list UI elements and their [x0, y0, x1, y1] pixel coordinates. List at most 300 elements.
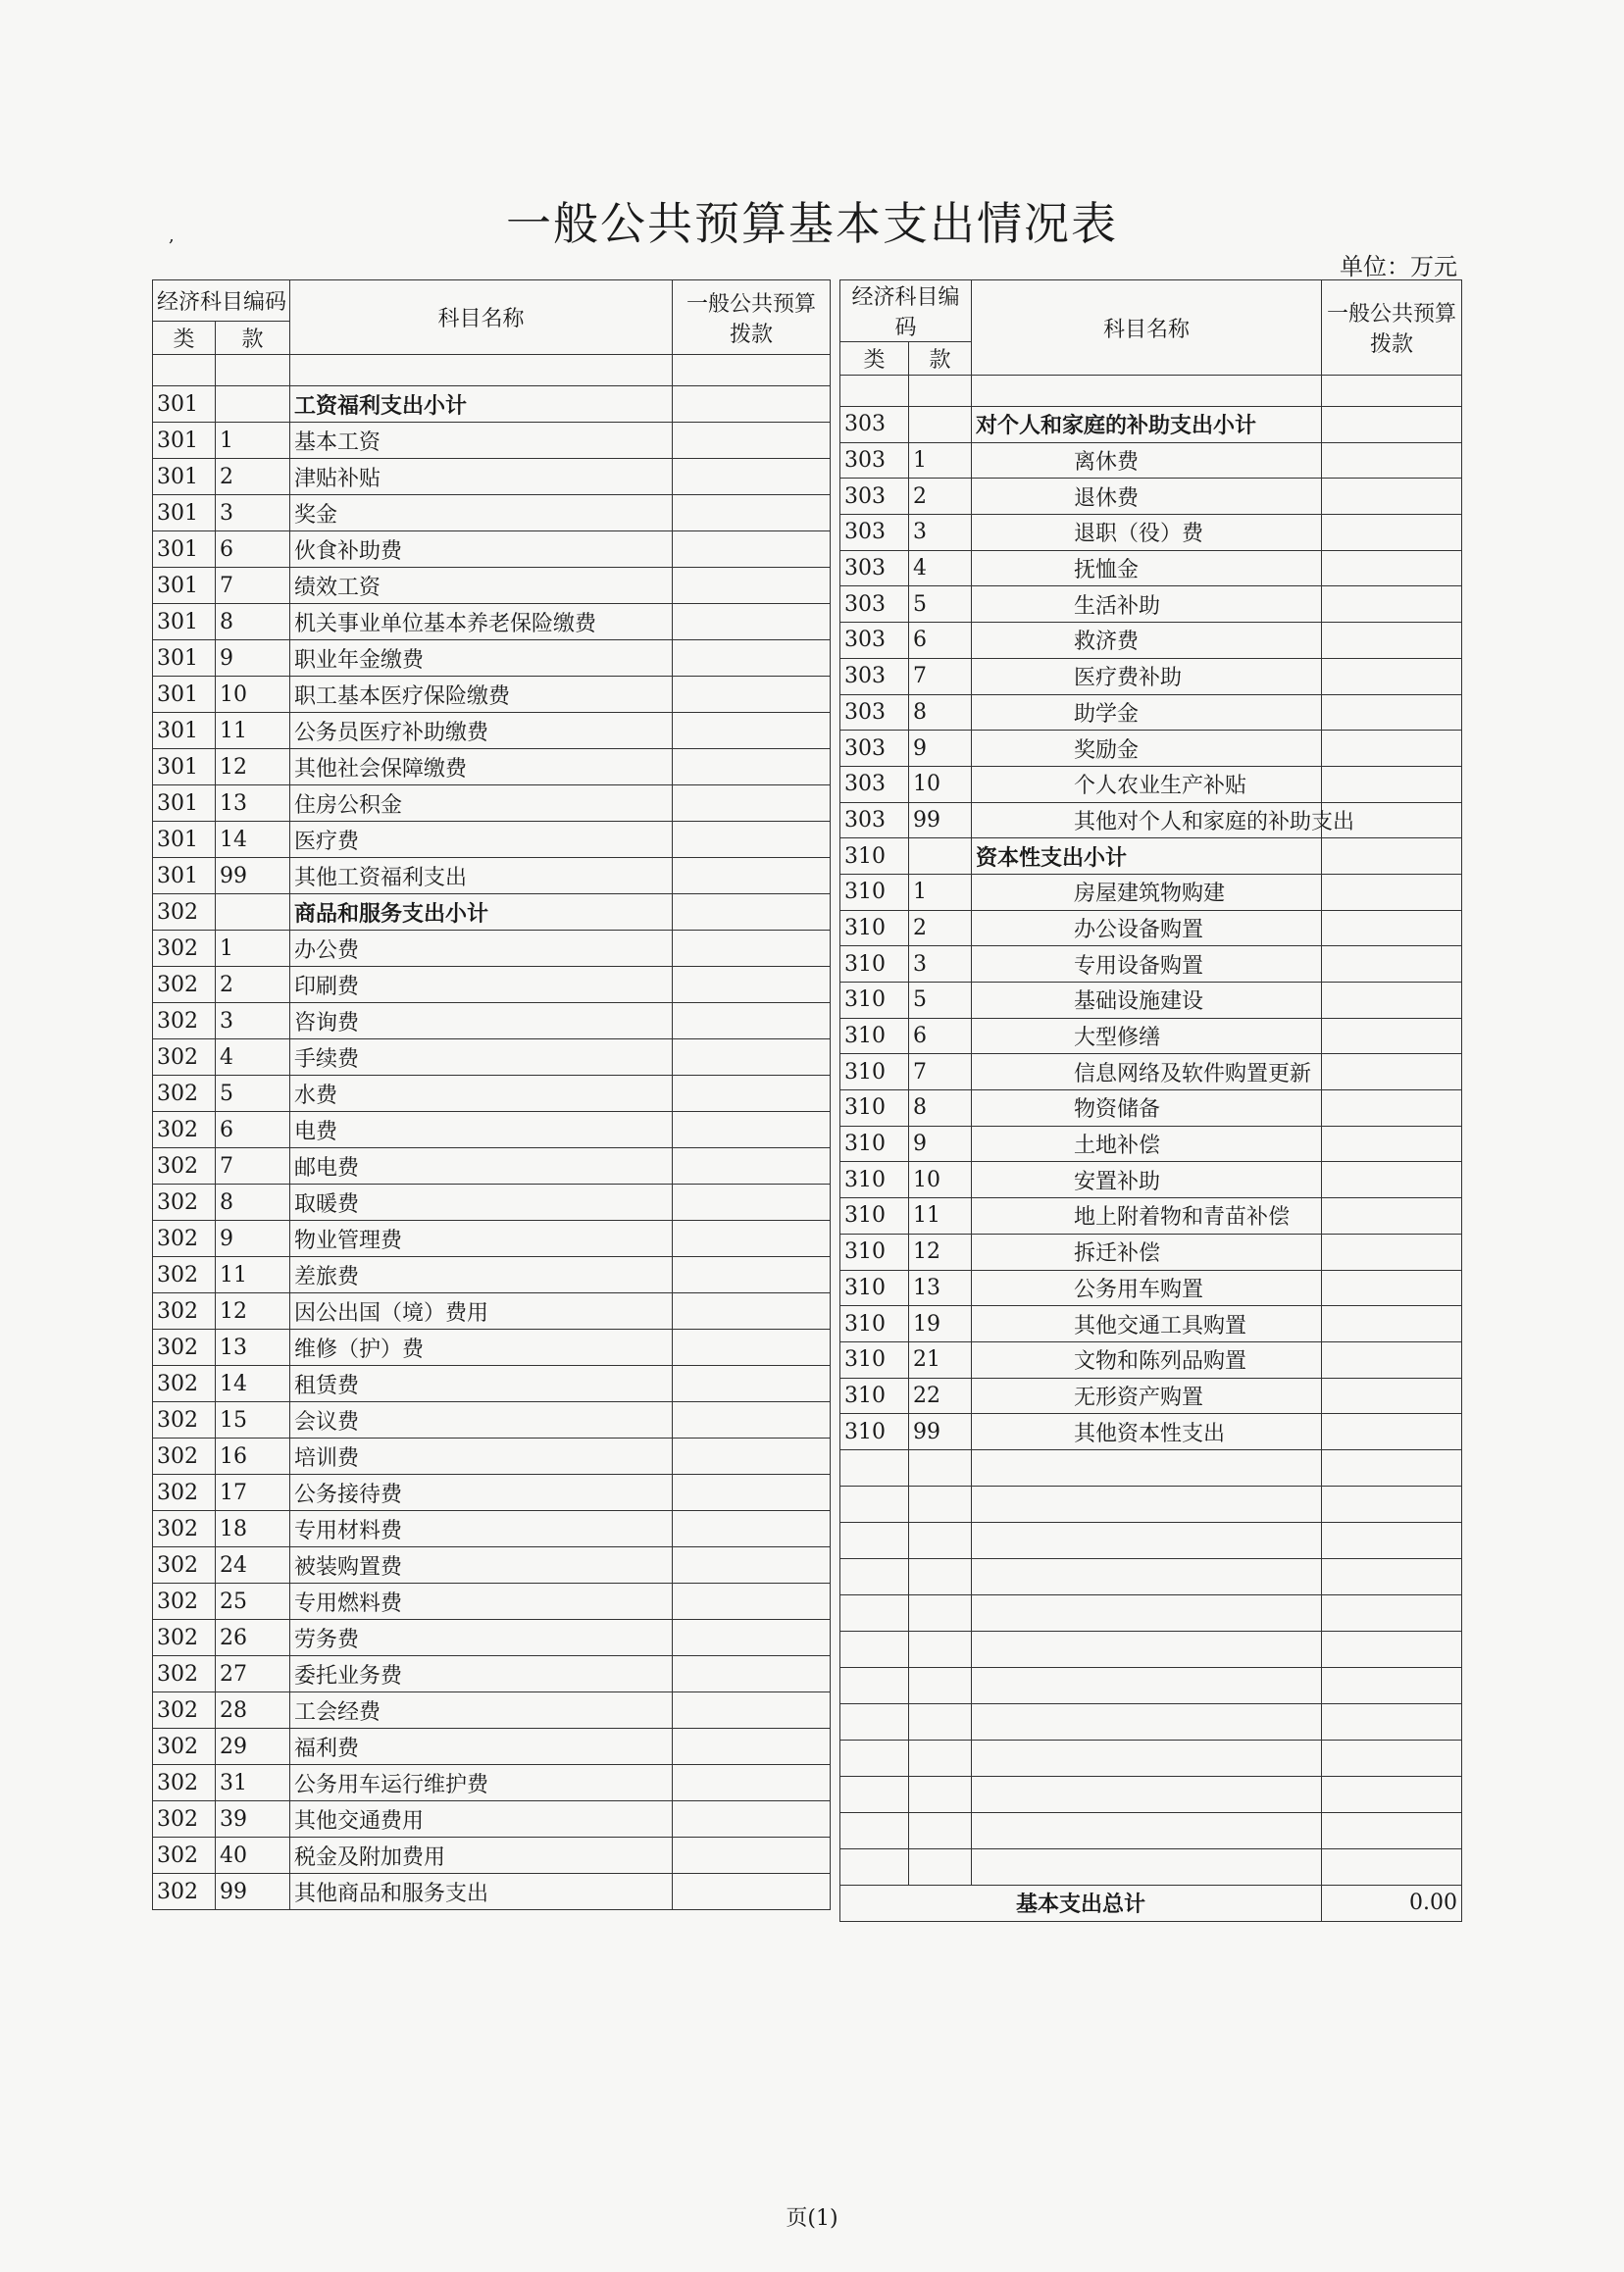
subject-name-cell: 医疗费 [290, 822, 673, 858]
empty-cell [840, 1776, 909, 1812]
item-code-cell: 9 [909, 731, 972, 767]
table-row [840, 479, 1462, 515]
amount-cell [673, 495, 831, 531]
amount-cell [1322, 1341, 1462, 1378]
empty-cell [909, 1558, 972, 1594]
amount-cell [1322, 479, 1462, 515]
amount-cell [673, 1293, 831, 1330]
table-row [153, 1874, 831, 1910]
amount-cell [1322, 550, 1462, 586]
amount-cell [673, 640, 831, 677]
amount-cell [1322, 1378, 1462, 1414]
empty-cell [840, 1558, 909, 1594]
empty-cell [909, 1848, 972, 1885]
subject-name-cell: 培训费 [290, 1439, 673, 1475]
subject-name-cell: 工资福利支出小计 [290, 386, 673, 423]
class-code-cell: 310 [840, 1270, 909, 1306]
class-code-cell: 303 [840, 766, 909, 802]
empty-cell [840, 1703, 909, 1740]
subject-name-cell: 专用材料费 [290, 1511, 673, 1547]
class-code-cell: 302 [153, 1511, 216, 1547]
subject-name-cell: 房屋建筑物购建 [972, 874, 1322, 910]
amount-cell [673, 1511, 831, 1547]
class-code-cell: 310 [840, 1234, 909, 1270]
amount-cell [1322, 910, 1462, 946]
subject-name-cell: 其他交通费用 [290, 1801, 673, 1838]
empty-cell [840, 1631, 909, 1667]
class-code-cell: 303 [840, 586, 909, 623]
item-code-cell: 3 [216, 495, 290, 531]
empty-cell [972, 1631, 1322, 1667]
table-row [153, 1620, 831, 1656]
class-code-cell: 302 [153, 967, 216, 1003]
subject-name-cell: 取暖费 [290, 1185, 673, 1221]
table-row [840, 1378, 1462, 1414]
class-code-cell: 310 [840, 910, 909, 946]
class-code-cell: 301 [153, 423, 216, 459]
subject-name-cell: 因公出国（境）费用 [290, 1293, 673, 1330]
subject-name-cell: 租赁费 [290, 1366, 673, 1402]
class-code-cell: 303 [840, 442, 909, 479]
subject-name-cell: 电费 [290, 1112, 673, 1148]
amount-cell [673, 785, 831, 822]
item-code-cell [216, 894, 290, 931]
item-code-cell: 2 [909, 910, 972, 946]
empty-cell [1322, 1848, 1462, 1885]
empty-cell [972, 1776, 1322, 1812]
class-code-cell: 301 [153, 640, 216, 677]
item-code-cell: 7 [216, 1148, 290, 1185]
amount-cell [673, 1148, 831, 1185]
table-row [840, 1054, 1462, 1090]
table-row [153, 1221, 831, 1257]
item-code-cell: 12 [216, 749, 290, 785]
table-row [153, 1366, 831, 1402]
empty-cell [909, 1812, 972, 1848]
item-code-cell: 6 [216, 1112, 290, 1148]
item-code-cell: 40 [216, 1838, 290, 1874]
subject-name-cell: 生活补助 [972, 586, 1322, 623]
table-row [153, 1765, 831, 1801]
item-code-cell: 7 [216, 568, 290, 604]
subject-name-cell: 机关事业单位基本养老保险缴费 [290, 604, 673, 640]
table-row [840, 802, 1462, 838]
amount-cell [673, 1620, 831, 1656]
class-code-cell: 302 [153, 1112, 216, 1148]
item-code-cell: 19 [909, 1306, 972, 1342]
empty-row [840, 1449, 1462, 1486]
subject-name-cell: 土地补偿 [972, 1126, 1322, 1162]
table-row [153, 1185, 831, 1221]
empty-cell [840, 1522, 909, 1558]
amount-cell [673, 1547, 831, 1584]
class-code-cell: 310 [840, 1090, 909, 1127]
table-row [840, 731, 1462, 767]
class-code-cell: 302 [153, 1293, 216, 1330]
table-row [153, 749, 831, 785]
table-row [153, 640, 831, 677]
amount-cell [673, 749, 831, 785]
empty-cell [972, 1522, 1322, 1558]
class-code-cell: 310 [840, 1018, 909, 1054]
class-code-cell: 302 [153, 1692, 216, 1729]
amount-cell [1322, 1090, 1462, 1127]
amount-cell [1322, 983, 1462, 1019]
class-code-cell: 303 [840, 550, 909, 586]
subject-name-cell: 助学金 [972, 694, 1322, 731]
item-code-cell: 25 [216, 1584, 290, 1620]
empty-cell [909, 1740, 972, 1776]
table-row [840, 983, 1462, 1019]
table-row [153, 423, 831, 459]
subject-name-cell: 住房公积金 [290, 785, 673, 822]
class-code-cell: 302 [153, 1584, 216, 1620]
subject-name-cell: 公务用车运行维护费 [290, 1765, 673, 1801]
empty-cell [1322, 1776, 1462, 1812]
table-row [840, 1341, 1462, 1378]
item-code-cell: 15 [216, 1402, 290, 1439]
empty-row [840, 1558, 1462, 1594]
empty-cell [972, 1812, 1322, 1848]
empty-cell [1322, 1812, 1462, 1848]
empty-cell [972, 1848, 1322, 1885]
item-code-cell: 8 [909, 694, 972, 731]
header-item: 款 [216, 322, 290, 355]
subject-name-cell: 手续费 [290, 1039, 673, 1076]
table-row [153, 604, 831, 640]
class-code-cell: 302 [153, 1221, 216, 1257]
class-code-cell: 302 [153, 1185, 216, 1221]
subject-name-cell: 邮电费 [290, 1148, 673, 1185]
table-row [153, 1692, 831, 1729]
item-code-cell: 3 [909, 946, 972, 983]
item-code-cell: 6 [909, 623, 972, 659]
amount-cell [1322, 838, 1462, 875]
class-code-cell: 310 [840, 838, 909, 875]
amount-cell [673, 604, 831, 640]
subject-name-cell: 公务接待费 [290, 1475, 673, 1511]
right-rows [840, 407, 1462, 1922]
empty-cell [1322, 1740, 1462, 1776]
class-code-cell: 302 [153, 1366, 216, 1402]
subject-name-cell: 福利费 [290, 1729, 673, 1765]
table-row [153, 495, 831, 531]
class-code-cell: 301 [153, 531, 216, 568]
item-code-cell: 2 [216, 459, 290, 495]
class-code-cell: 301 [153, 495, 216, 531]
subject-name-cell: 拆迁补偿 [972, 1234, 1322, 1270]
empty-cell [972, 1486, 1322, 1522]
table-row [153, 1003, 831, 1039]
class-code-cell: 303 [840, 479, 909, 515]
subject-name-cell: 奖励金 [972, 731, 1322, 767]
subject-name-cell: 医疗费补助 [972, 658, 1322, 694]
empty-cell [909, 1667, 972, 1703]
empty-row [840, 1631, 1462, 1667]
class-code-cell: 302 [153, 1801, 216, 1838]
amount-cell [673, 1874, 831, 1910]
subject-name-cell: 其他对个人和家庭的补助支出 [972, 802, 1322, 838]
table-row [840, 910, 1462, 946]
amount-cell [673, 1039, 831, 1076]
empty-cell [972, 1558, 1322, 1594]
table-row [153, 1729, 831, 1765]
item-code-cell: 99 [909, 1414, 972, 1450]
class-code-cell: 310 [840, 1162, 909, 1198]
expenditure-table-left [152, 279, 831, 1910]
item-code-cell: 12 [909, 1234, 972, 1270]
table-row [153, 1511, 831, 1547]
class-code-cell: 303 [840, 731, 909, 767]
amount-cell [673, 1330, 831, 1366]
amount-cell [1322, 623, 1462, 659]
item-code-cell: 13 [909, 1270, 972, 1306]
table-row [153, 894, 831, 931]
amount-cell [673, 1366, 831, 1402]
table-row [840, 515, 1462, 551]
amount-cell [673, 1656, 831, 1692]
empty-cell [972, 1703, 1322, 1740]
class-code-cell: 303 [840, 407, 909, 443]
amount-cell [1322, 1414, 1462, 1450]
subject-name-cell: 税金及附加费用 [290, 1838, 673, 1874]
empty-cell [840, 1449, 909, 1486]
item-code-cell: 26 [216, 1620, 290, 1656]
subject-name-cell: 专用燃料费 [290, 1584, 673, 1620]
amount-cell [673, 1765, 831, 1801]
class-code-cell: 301 [153, 822, 216, 858]
subject-name-cell: 办公设备购置 [972, 910, 1322, 946]
table-row [840, 1126, 1462, 1162]
amount-cell [1322, 946, 1462, 983]
empty-row [840, 1848, 1462, 1885]
empty-cell [909, 1776, 972, 1812]
amount-cell [1322, 874, 1462, 910]
empty-row [840, 1667, 1462, 1703]
amount-cell [673, 1003, 831, 1039]
empty-cell [972, 1449, 1322, 1486]
table-row [153, 1148, 831, 1185]
amount-cell [1322, 1234, 1462, 1270]
table-row [153, 858, 831, 894]
subject-name-cell: 公务用车购置 [972, 1270, 1322, 1306]
subject-name-cell: 其他商品和服务支出 [290, 1874, 673, 1910]
table-row [153, 1801, 831, 1838]
empty-row [840, 1522, 1462, 1558]
empty-cell [909, 1522, 972, 1558]
amount-cell [1322, 407, 1462, 443]
class-code-cell: 310 [840, 1306, 909, 1342]
amount-cell [673, 386, 831, 423]
item-code-cell [909, 838, 972, 875]
item-code-cell: 39 [216, 1801, 290, 1838]
amount-cell [1322, 1270, 1462, 1306]
amount-cell [673, 1221, 831, 1257]
header-code-group: 经济科目编码 [153, 280, 290, 322]
table-row [840, 1162, 1462, 1198]
table-row [153, 1076, 831, 1112]
empty-cell [1322, 1667, 1462, 1703]
subject-name-cell: 商品和服务支出小计 [290, 894, 673, 931]
grand-total-value: 0.00 [1322, 1885, 1462, 1921]
subject-name-cell: 个人农业生产补贴 [972, 766, 1322, 802]
class-code-cell: 310 [840, 874, 909, 910]
amount-cell [673, 677, 831, 713]
class-code-cell: 302 [153, 1148, 216, 1185]
empty-cell [909, 1631, 972, 1667]
subject-name-cell: 印刷费 [290, 967, 673, 1003]
subject-name-cell: 退休费 [972, 479, 1322, 515]
empty-row [840, 1740, 1462, 1776]
class-code-cell: 310 [840, 1198, 909, 1235]
amount-cell [1322, 1054, 1462, 1090]
item-code-cell: 13 [216, 1330, 290, 1366]
class-code-cell: 310 [840, 1378, 909, 1414]
table-row [153, 1257, 831, 1293]
empty-cell [840, 1594, 909, 1631]
empty-cell [1322, 1594, 1462, 1631]
empty-cell [1322, 1558, 1462, 1594]
amount-cell [1322, 442, 1462, 479]
empty-row [840, 1486, 1462, 1522]
item-code-cell: 24 [216, 1547, 290, 1584]
class-code-cell: 310 [840, 1414, 909, 1450]
table-row [153, 1656, 831, 1692]
item-code-cell: 9 [216, 640, 290, 677]
class-code-cell: 302 [153, 1257, 216, 1293]
class-code-cell: 303 [840, 658, 909, 694]
item-code-cell: 28 [216, 1692, 290, 1729]
empty-cell [972, 1740, 1322, 1776]
amount-cell [1322, 515, 1462, 551]
header-code-group-right: 经济科目编码 [840, 280, 972, 342]
class-code-cell: 303 [840, 515, 909, 551]
class-code-cell: 302 [153, 894, 216, 931]
item-code-cell: 3 [909, 515, 972, 551]
table-row [840, 658, 1462, 694]
empty-row [840, 1594, 1462, 1631]
empty-cell [1322, 1703, 1462, 1740]
table-row [153, 1547, 831, 1584]
item-code-cell: 5 [909, 586, 972, 623]
item-code-cell: 7 [909, 658, 972, 694]
item-code-cell: 8 [909, 1090, 972, 1127]
empty-row [840, 1703, 1462, 1740]
amount-cell [1322, 1306, 1462, 1342]
table-row [840, 1234, 1462, 1270]
table-row [840, 946, 1462, 983]
table-row [153, 531, 831, 568]
item-code-cell: 2 [909, 479, 972, 515]
left-rows [153, 386, 831, 1910]
subject-name-cell: 安置补助 [972, 1162, 1322, 1198]
subject-name-cell: 专用设备购置 [972, 946, 1322, 983]
class-code-cell: 303 [840, 694, 909, 731]
amount-cell [1322, 1198, 1462, 1235]
class-code-cell: 302 [153, 1874, 216, 1910]
table-row [840, 694, 1462, 731]
subject-name-cell: 大型修缮 [972, 1018, 1322, 1054]
empty-cell [840, 1812, 909, 1848]
table-row [840, 1270, 1462, 1306]
table-row [153, 1293, 831, 1330]
subject-name-cell: 地上附着物和青苗补偿 [972, 1198, 1322, 1235]
item-code-cell: 13 [216, 785, 290, 822]
item-code-cell: 6 [909, 1018, 972, 1054]
table-row [153, 713, 831, 749]
item-code-cell [216, 386, 290, 423]
subject-name-cell: 基本工资 [290, 423, 673, 459]
table-row [840, 1090, 1462, 1127]
class-code-cell: 302 [153, 1402, 216, 1439]
header-class: 类 [153, 322, 216, 355]
table-row [153, 1475, 831, 1511]
class-code-cell: 301 [153, 604, 216, 640]
item-code-cell: 10 [909, 1162, 972, 1198]
amount-cell [673, 1402, 831, 1439]
amount-cell [1322, 586, 1462, 623]
table-row [153, 459, 831, 495]
class-code-cell: 310 [840, 946, 909, 983]
class-code-cell: 303 [840, 802, 909, 838]
amount-cell [1322, 1162, 1462, 1198]
header-item-right: 款 [909, 342, 972, 376]
amount-cell [673, 1076, 831, 1112]
empty-cell [1322, 1631, 1462, 1667]
class-code-cell: 310 [840, 1054, 909, 1090]
class-code-cell: 302 [153, 1547, 216, 1584]
item-code-cell: 27 [216, 1656, 290, 1692]
amount-cell [673, 568, 831, 604]
empty-cell [972, 1594, 1322, 1631]
table-row [840, 586, 1462, 623]
amount-cell [673, 1729, 831, 1765]
subject-name-cell: 救济费 [972, 623, 1322, 659]
amount-cell [1322, 766, 1462, 802]
item-code-cell: 9 [216, 1221, 290, 1257]
class-code-cell: 302 [153, 1620, 216, 1656]
subject-name-cell: 水费 [290, 1076, 673, 1112]
item-code-cell: 29 [216, 1729, 290, 1765]
subject-name-cell: 无形资产购置 [972, 1378, 1322, 1414]
subject-name-cell: 退职（役）费 [972, 515, 1322, 551]
empty-cell [1322, 1522, 1462, 1558]
table-row [153, 1039, 831, 1076]
item-code-cell: 22 [909, 1378, 972, 1414]
item-code-cell: 7 [909, 1054, 972, 1090]
item-code-cell [909, 407, 972, 443]
table-row [153, 1330, 831, 1366]
amount-cell [673, 931, 831, 967]
header-class-right: 类 [840, 342, 909, 376]
class-code-cell: 301 [153, 858, 216, 894]
table-row [153, 1584, 831, 1620]
subject-name-cell: 其他工资福利支出 [290, 858, 673, 894]
subject-name-cell: 职业年金缴费 [290, 640, 673, 677]
amount-cell [673, 1692, 831, 1729]
class-code-cell: 301 [153, 713, 216, 749]
class-code-cell: 302 [153, 1765, 216, 1801]
empty-cell [840, 1848, 909, 1885]
amount-cell [673, 459, 831, 495]
amount-cell [673, 1439, 831, 1475]
item-code-cell: 31 [216, 1765, 290, 1801]
scan-mark: , [169, 226, 175, 246]
class-code-cell: 302 [153, 931, 216, 967]
table-row [840, 442, 1462, 479]
table-row [840, 838, 1462, 875]
empty-cell [909, 1486, 972, 1522]
